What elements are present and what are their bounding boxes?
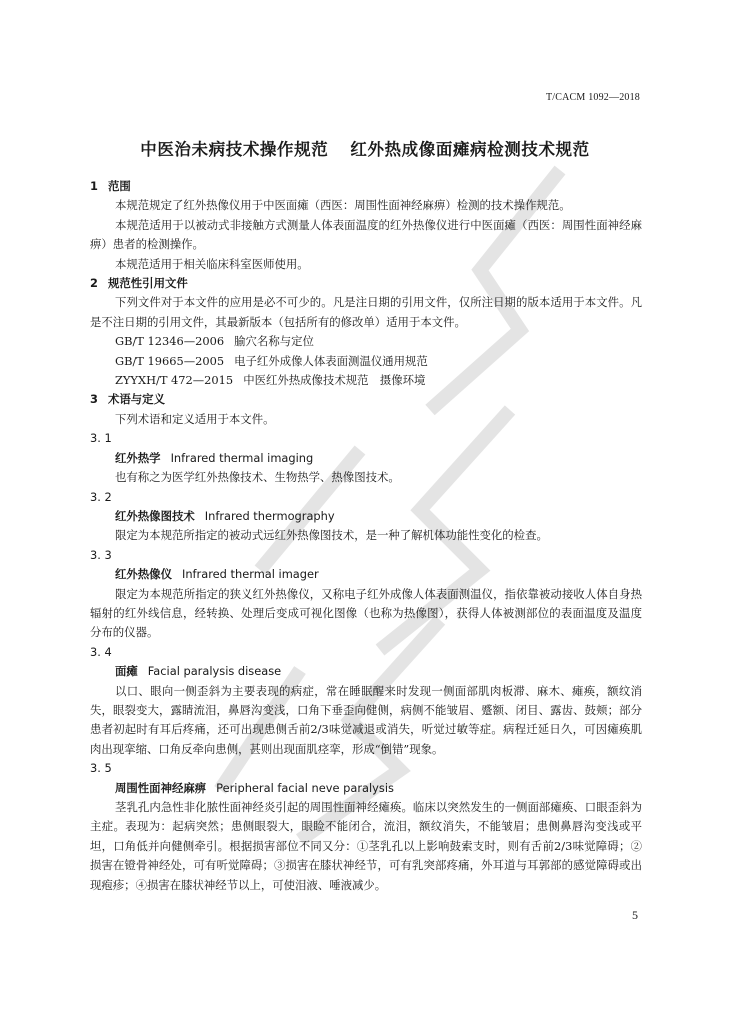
term-english: Facial paralysis disease xyxy=(147,664,282,679)
term-definition: 也有称之为医学红外热像技术、生物热学、热像图技术。 xyxy=(115,470,400,485)
term-definition: 限定为本规范所指定的被动式远红外热像图技术，是一种了解机体功能性变化的检查。 xyxy=(115,528,548,543)
paragraph: 本规范规定了红外热像仪用于中医面瘫（西医：周围性面神经麻痹）检测的技术操作规范。 xyxy=(115,198,571,213)
term-heading xyxy=(90,662,642,681)
term-english: Peripheral facial neve paralysis xyxy=(216,780,394,795)
section-title: 术语与定义 xyxy=(108,392,165,407)
section-number: 3 xyxy=(90,392,98,407)
section-heading-1 xyxy=(90,177,642,196)
term-heading xyxy=(90,565,642,584)
term-chinese: 红外热学 xyxy=(115,450,161,465)
term-heading xyxy=(90,779,642,798)
term-heading xyxy=(90,507,642,526)
term-chinese: 周围性面神经麻痹 xyxy=(115,780,207,795)
term-number: 3. 1 xyxy=(90,431,112,446)
section-title: 规范性引用文件 xyxy=(108,276,188,291)
reference-name: 中医红外热成像技术规范 摄像环境 xyxy=(243,373,426,388)
term-number: 3. 2 xyxy=(90,489,112,504)
section-number: 2 xyxy=(90,276,98,291)
title-part1: 中医治未病技术操作规范 xyxy=(140,140,329,159)
paragraph: 本规范适用于以被动式非接触方式测量人体表面温度的红外热像仪进行中医面瘫（西医：周围性面神经麻痹）患者的检测操作。 xyxy=(90,217,642,252)
term-chinese: 红外热像图技术 xyxy=(115,508,195,523)
reference-code: ZYYXH/T 472—2015 xyxy=(115,373,234,388)
paragraph: 下列术语和定义适用于本文件。 xyxy=(115,411,275,426)
page-number: 5 xyxy=(632,908,638,922)
term-heading xyxy=(90,449,642,468)
term-english: Infrared thermal imaging xyxy=(170,450,314,465)
section-number: 1 xyxy=(90,179,98,193)
term-chinese: 红外热像仪 xyxy=(115,567,172,582)
term-chinese: 面瘫 xyxy=(115,664,138,679)
term-english: Infrared thermal imager xyxy=(181,567,319,582)
paragraph: 下列文件对于本文件的应用是必不可少的。凡是注日期的引用文件，仅所注日期的版本适用于本文件。凡是不注日期的引用文件，其最新版本（包括所有的修改单）适用于本文件。 xyxy=(90,295,642,329)
reference-item xyxy=(90,371,642,390)
document-body xyxy=(90,177,642,895)
term-number: 3. 3 xyxy=(90,547,112,562)
term-definition: 茎乳孔内急性非化脓性面神经炎引起的周围性面神经瘫痪。临床以突然发生的一侧面部瘫痪、口眼歪斜为主症。表现为：起病突然；患侧眼裂大，眼睑不能闭合，流泪，额纹消失，不能皱眉；患侧鼻唇沟变浅或平坦，口角低并向健侧牵引。根据损害部位不同又分：①茎乳孔以上影响鼓索支时，则有舌前2/3味觉障碍；②损害在镫骨神经处，可有听觉障碍；③损害在膝状神经节，可有乳突部疼痛，外耳道与耳郭部的感觉障碍或出现疱疹；④损害在膝状神经节以上，可使泪液、唾液减少。 xyxy=(90,800,642,892)
reference-name: 电子红外成像人体表面测温仪通用规范 xyxy=(234,353,428,368)
title-part2: 红外热成像面瘫病检测技术规范 xyxy=(350,140,590,159)
reference-name: 腧穴名称与定位 xyxy=(234,334,314,349)
paragraph: 本规范适用于相关临床科室医师使用。 xyxy=(115,256,309,271)
section-heading-3 xyxy=(90,390,642,409)
reference-code: GB/T 19665—2005 xyxy=(115,353,225,368)
term-english: Infrared thermography xyxy=(204,508,335,523)
section-heading-2 xyxy=(90,274,642,293)
term-definition: 限定为本规范所指定的狭义红外热像仪，又称电子红外成像人体表面测温仪，指依靠被动接收人体自身热辐射的红外线信息，经转换、处理后变成可视化图像（也称为热像图），获得人体被测部位的表面温度及温度分布的仪器。 xyxy=(90,586,642,640)
term-number: 3. 4 xyxy=(90,644,112,659)
page-title xyxy=(0,136,730,160)
standard-code: T/CACM 1092—2018 xyxy=(545,92,640,103)
term-number: 3. 5 xyxy=(90,761,112,776)
section-title: 范围 xyxy=(108,179,131,193)
reference-item xyxy=(90,352,642,371)
reference-code: GB/T 12346—2006 xyxy=(115,334,225,349)
term-definition: 以口、眼向一侧歪斜为主要表现的病症，常在睡眠醒来时发现一侧面部肌肉板滞、麻木、瘫痪，额纹消失，眼裂变大，露睛流泪，鼻唇沟变浅，口角下垂歪向健侧，病侧不能皱眉、蹙额、闭目、露齿、鼓颊；部分患者初起时有耳后疼痛，还可出现患侧舌前2/3味觉减退或消失，听觉过敏等症。病程迁延日久，可因瘫痪肌肉出现挛缩、口角反牵向患侧，甚则出现面肌痉挛，形成“倒错”现象。 xyxy=(90,683,642,756)
reference-item xyxy=(90,332,642,351)
